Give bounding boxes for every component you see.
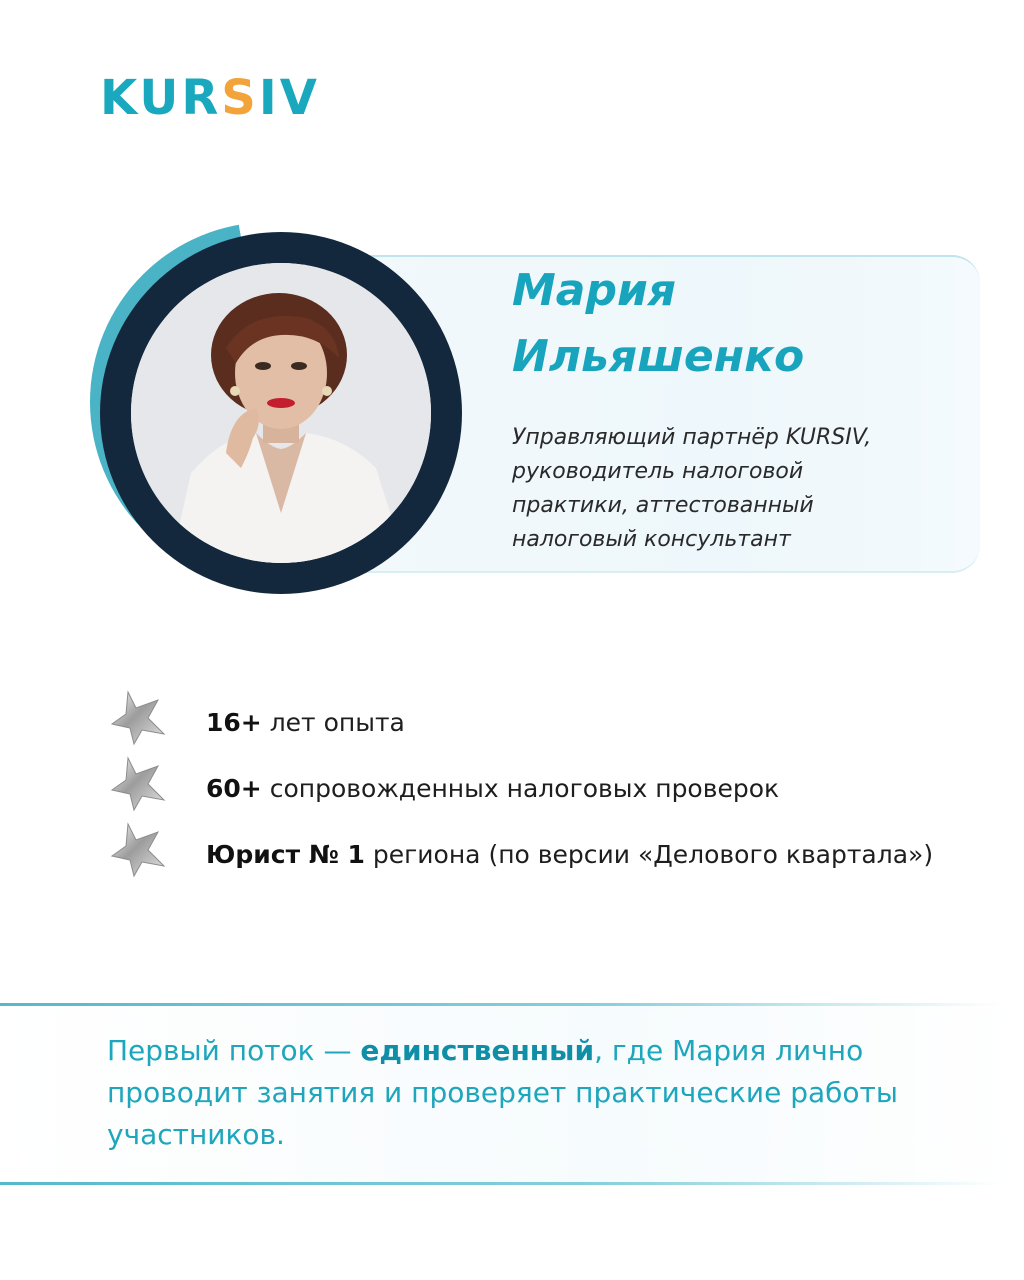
fact-text xyxy=(206,708,405,737)
divider-bottom xyxy=(0,1182,1000,1185)
name-first: Мария xyxy=(512,265,677,316)
logo-accent-letter: S xyxy=(221,70,259,126)
fact-bold: 60+ xyxy=(206,774,262,803)
note-part1: Первый поток — xyxy=(107,1034,361,1067)
fact-rest: регионa (по версии «Делового квартала») xyxy=(364,840,934,869)
star-icon xyxy=(108,822,170,878)
fact-bold: 16+ xyxy=(206,708,262,737)
facts-list xyxy=(108,690,1008,888)
role-line: практики, аттестованный xyxy=(512,493,814,518)
name-last: Ильяшенко xyxy=(512,331,805,382)
note-text xyxy=(107,1030,937,1156)
fact-item xyxy=(108,690,1008,756)
person-role xyxy=(512,421,952,557)
person-name xyxy=(512,258,952,390)
logo-part2: IV xyxy=(258,70,320,126)
fact-rest: сопровожденных налоговых проверок xyxy=(261,774,780,803)
logo-part1: KUR xyxy=(100,70,222,126)
fact-item xyxy=(108,756,1008,822)
role-line: налоговый консультант xyxy=(512,527,791,552)
fact-rest: лет опыта xyxy=(261,708,405,737)
kursiv-logo xyxy=(100,70,320,126)
note-bold: единственный xyxy=(360,1034,595,1067)
star-icon xyxy=(108,690,170,746)
role-line: Управляющий партнёр KURSIV, xyxy=(512,425,872,450)
fact-bold: Юрист № 1 xyxy=(206,840,365,869)
fact-text xyxy=(206,840,933,869)
portrait-photo xyxy=(131,263,431,563)
fact-item xyxy=(108,822,1008,888)
divider-top xyxy=(0,1003,1000,1006)
note-part2: , где Мария лично проводит занятия и проверяет практические работы участников. xyxy=(107,1034,898,1151)
role-line: руководитель налоговой xyxy=(512,459,804,484)
fact-text xyxy=(206,774,779,803)
star-icon xyxy=(108,756,170,812)
